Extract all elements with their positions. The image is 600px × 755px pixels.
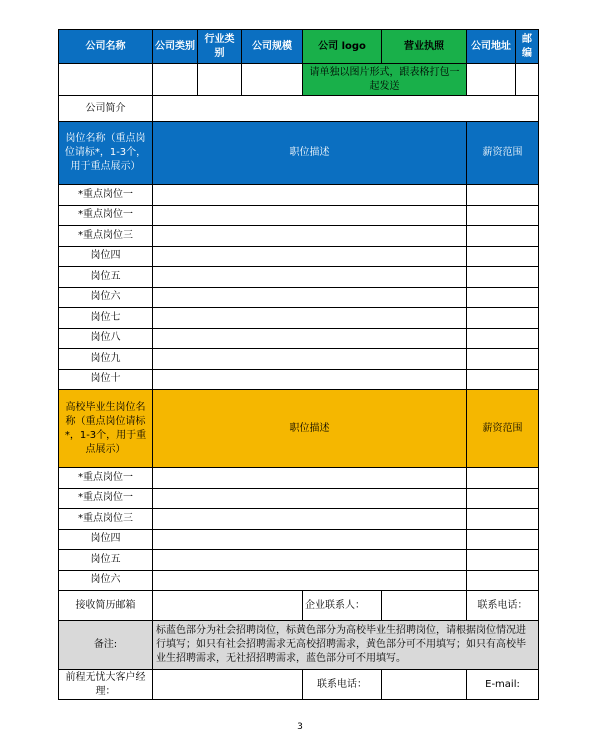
social-row-desc[interactable] bbox=[153, 226, 467, 247]
campus-header-row bbox=[59, 390, 539, 468]
social-row-salary[interactable] bbox=[467, 369, 539, 390]
campus-row-label: 岗位五 bbox=[59, 550, 153, 571]
social-row-salary[interactable] bbox=[467, 246, 539, 267]
social-row-salary[interactable] bbox=[467, 185, 539, 206]
intro-row bbox=[59, 96, 539, 122]
campus-title: 高校毕业生岗位名称（重点岗位请标*，1-3个，用于重点展示） bbox=[59, 390, 153, 468]
social-row bbox=[59, 287, 539, 308]
campus-row bbox=[59, 529, 539, 550]
campus-salary-header: 薪资范围 bbox=[467, 390, 539, 468]
manager-phone-cell[interactable] bbox=[382, 670, 467, 700]
contact-row bbox=[59, 591, 539, 621]
social-salary-header: 薪资范围 bbox=[467, 122, 539, 185]
campus-row-desc[interactable] bbox=[153, 550, 467, 571]
campus-row-salary[interactable] bbox=[467, 529, 539, 550]
header-address: 公司地址 bbox=[467, 30, 516, 64]
resume-email-cell[interactable] bbox=[153, 591, 303, 621]
remark-label: 备注: bbox=[59, 621, 153, 670]
social-row-desc[interactable] bbox=[153, 287, 467, 308]
social-row-salary[interactable] bbox=[467, 308, 539, 329]
social-row-desc[interactable] bbox=[153, 369, 467, 390]
social-row-label: *重点岗位一 bbox=[59, 185, 153, 206]
remark-row bbox=[59, 621, 539, 670]
campus-row-label: *重点岗位三 bbox=[59, 509, 153, 530]
social-header-row bbox=[59, 122, 539, 185]
header-row bbox=[59, 30, 539, 64]
social-row bbox=[59, 308, 539, 329]
campus-row-label: 岗位四 bbox=[59, 529, 153, 550]
campus-row-salary[interactable] bbox=[467, 509, 539, 530]
header-logo: 公司 logo bbox=[303, 30, 382, 64]
campus-row-salary[interactable] bbox=[467, 570, 539, 591]
social-row-label: *重点岗位三 bbox=[59, 226, 153, 247]
campus-row bbox=[59, 550, 539, 571]
campus-row-desc[interactable] bbox=[153, 509, 467, 530]
social-row bbox=[59, 369, 539, 390]
social-row bbox=[59, 185, 539, 206]
manager-phone-label: 联系电话： bbox=[303, 670, 382, 700]
social-row-desc[interactable] bbox=[153, 185, 467, 206]
manager-label: 前程无忧大客户经理： bbox=[59, 670, 153, 700]
campus-row-salary[interactable] bbox=[467, 488, 539, 509]
campus-row bbox=[59, 488, 539, 509]
contact-person-cell[interactable] bbox=[382, 591, 467, 621]
campus-row-label: *重点岗位一 bbox=[59, 488, 153, 509]
social-row-desc[interactable] bbox=[153, 205, 467, 226]
social-row-salary[interactable] bbox=[467, 349, 539, 370]
campus-row bbox=[59, 468, 539, 489]
social-row-salary[interactable] bbox=[467, 328, 539, 349]
header-license: 营业执照 bbox=[382, 30, 467, 64]
social-desc-header: 职位描述 bbox=[153, 122, 467, 185]
campus-row-desc[interactable] bbox=[153, 570, 467, 591]
social-row-salary[interactable] bbox=[467, 226, 539, 247]
social-row-label: 岗位九 bbox=[59, 349, 153, 370]
social-row-label: 岗位七 bbox=[59, 308, 153, 329]
company-info-row bbox=[59, 64, 539, 96]
header-company-type: 公司类别 bbox=[153, 30, 198, 64]
social-row bbox=[59, 267, 539, 288]
intro-cell[interactable] bbox=[153, 96, 539, 122]
social-row bbox=[59, 349, 539, 370]
social-row bbox=[59, 205, 539, 226]
postcode-cell[interactable] bbox=[516, 64, 539, 96]
social-row bbox=[59, 246, 539, 267]
manager-email-label: E-mail: bbox=[467, 670, 539, 700]
social-row bbox=[59, 226, 539, 247]
campus-desc-header: 职位描述 bbox=[153, 390, 467, 468]
campus-row-desc[interactable] bbox=[153, 468, 467, 489]
campus-row-label: *重点岗位一 bbox=[59, 468, 153, 489]
address-cell[interactable] bbox=[467, 64, 516, 96]
page-number: 3 bbox=[297, 722, 303, 732]
company-type-cell[interactable] bbox=[153, 64, 198, 96]
social-row-salary[interactable] bbox=[467, 287, 539, 308]
manager-row bbox=[59, 670, 539, 700]
social-row-salary[interactable] bbox=[467, 267, 539, 288]
manager-cell[interactable] bbox=[153, 670, 303, 700]
industry-cell[interactable] bbox=[198, 64, 242, 96]
social-title: 岗位名称（重点岗位请标*，1-3个，用于重点展示） bbox=[59, 122, 153, 185]
header-scale: 公司规模 bbox=[242, 30, 303, 64]
company-name-cell[interactable] bbox=[59, 64, 153, 96]
resume-email-label: 接收简历邮箱 bbox=[59, 591, 153, 621]
recruitment-form-table bbox=[58, 29, 539, 700]
contact-phone-label: 联系电话： bbox=[467, 591, 539, 621]
campus-row bbox=[59, 509, 539, 530]
social-row-label: 岗位八 bbox=[59, 328, 153, 349]
scale-cell[interactable] bbox=[242, 64, 303, 96]
social-row-salary[interactable] bbox=[467, 205, 539, 226]
social-row bbox=[59, 328, 539, 349]
logo-note: 请单独以图片形式，跟表格打包一起发送 bbox=[303, 64, 467, 96]
intro-label: 公司简介 bbox=[59, 96, 153, 122]
social-row-desc[interactable] bbox=[153, 328, 467, 349]
social-row-desc[interactable] bbox=[153, 308, 467, 329]
header-company-name: 公司名称 bbox=[59, 30, 153, 64]
header-industry: 行业类别 bbox=[198, 30, 242, 64]
social-row-label: 岗位六 bbox=[59, 287, 153, 308]
campus-row-desc[interactable] bbox=[153, 529, 467, 550]
social-row-desc[interactable] bbox=[153, 349, 467, 370]
social-row-label: 岗位五 bbox=[59, 267, 153, 288]
campus-row-desc[interactable] bbox=[153, 488, 467, 509]
remark-text: 标蓝色部分为社会招聘岗位，标黄色部分为高校毕业生招聘岗位，请根据岗位情况进行填写；如只有社会招聘需求无高校招聘需求，黄色部分可不用填写；如只有高校毕业生招聘需求，无社招招聘需求，蓝色部分可不用填写。 bbox=[153, 621, 539, 670]
social-row-desc[interactable] bbox=[153, 267, 467, 288]
contact-person-label: 企业联系人： bbox=[303, 591, 382, 621]
header-postcode: 邮编 bbox=[516, 30, 539, 64]
social-row-label: 岗位十 bbox=[59, 369, 153, 390]
campus-row-salary[interactable] bbox=[467, 468, 539, 489]
social-row-desc[interactable] bbox=[153, 246, 467, 267]
campus-row-salary[interactable] bbox=[467, 550, 539, 571]
social-row-label: *重点岗位一 bbox=[59, 205, 153, 226]
campus-row bbox=[59, 570, 539, 591]
social-row-label: 岗位四 bbox=[59, 246, 153, 267]
campus-row-label: 岗位六 bbox=[59, 570, 153, 591]
